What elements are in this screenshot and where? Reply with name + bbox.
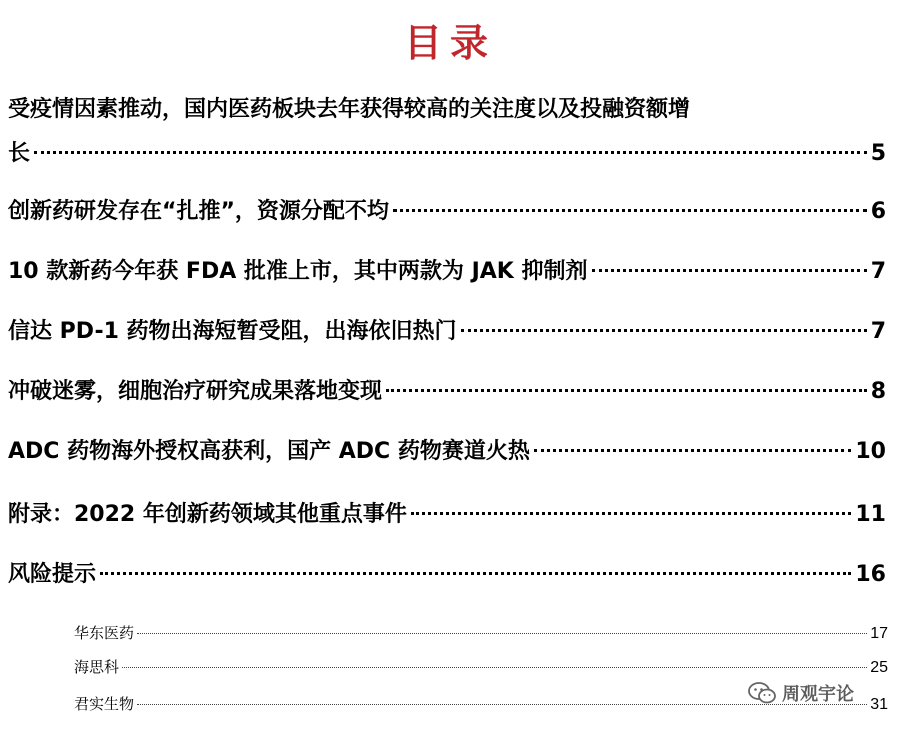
toc-sub-text: 海思科 (74, 658, 120, 676)
dot-leader (534, 449, 852, 452)
dot-leader (592, 269, 867, 272)
dot-leader (137, 633, 867, 634)
toc-entry-text: 创新药研发存在“扎推”，资源分配不均 (8, 199, 389, 224)
toc-page-number: 5 (870, 141, 886, 166)
dot-leader (386, 389, 867, 392)
wechat-icon (748, 682, 776, 704)
toc-entry-text: 10 款新药今年获 FDA 批准上市，其中两款为 JAK 抑制剂 (8, 259, 588, 284)
toc-sub-entry-2[interactable] (74, 655, 888, 680)
toc-page-number: 7 (870, 319, 886, 344)
toc-entry-4[interactable] (8, 310, 886, 354)
toc-sub-text: 华东医药 (74, 624, 135, 642)
toc-entry-3[interactable] (8, 250, 886, 294)
dot-leader (122, 667, 867, 668)
toc-entry-8[interactable] (8, 553, 886, 597)
dot-leader (393, 209, 867, 212)
watermark-text: 周观宇论 (782, 684, 854, 705)
toc-entry-text-line2: 长 (8, 141, 31, 166)
toc-entry-text: 冲破迷雾，细胞治疗研究成果落地变现 (8, 379, 383, 404)
toc-page-number: 16 (855, 562, 886, 587)
toc-entry-text-line1: 受疫情因素推动，国内医药板块去年获得较高的关注度以及投融资额增 (8, 97, 691, 122)
toc-page-number: 11 (855, 502, 886, 527)
toc-title: 目录 (403, 20, 496, 65)
toc-entry-7[interactable] (8, 493, 886, 537)
toc-entry-text: 信达 PD-1 药物出海短暂受阻，出海依旧热门 (8, 319, 457, 344)
toc-entry-text: 风险提示 (8, 562, 97, 587)
toc-sub-text: 君实生物 (74, 695, 135, 713)
toc-entry-6[interactable] (8, 430, 886, 474)
toc-sub-entry-1[interactable] (74, 621, 888, 646)
dot-leader (34, 151, 867, 154)
toc-page-number: 10 (855, 439, 886, 464)
watermark (748, 680, 854, 706)
dot-leader (461, 329, 867, 332)
toc-entry-1[interactable] (8, 97, 886, 176)
toc-page-number: 6 (870, 199, 886, 224)
toc-page-number: 31 (870, 696, 888, 713)
toc-page-number: 7 (870, 259, 886, 284)
toc-page-number: 25 (870, 659, 888, 676)
dot-leader (100, 572, 851, 575)
toc-page-number: 8 (870, 379, 886, 404)
toc-entry-2[interactable] (8, 190, 886, 234)
toc-entry-5[interactable] (8, 370, 886, 414)
toc-page-number: 17 (870, 625, 888, 642)
dot-leader (411, 512, 851, 515)
toc-entry-text: 附录：2022 年创新药领域其他重点事件 (8, 502, 407, 527)
toc-entry-text: ADC 药物海外授权高获利，国产 ADC 药物赛道火热 (8, 439, 530, 464)
